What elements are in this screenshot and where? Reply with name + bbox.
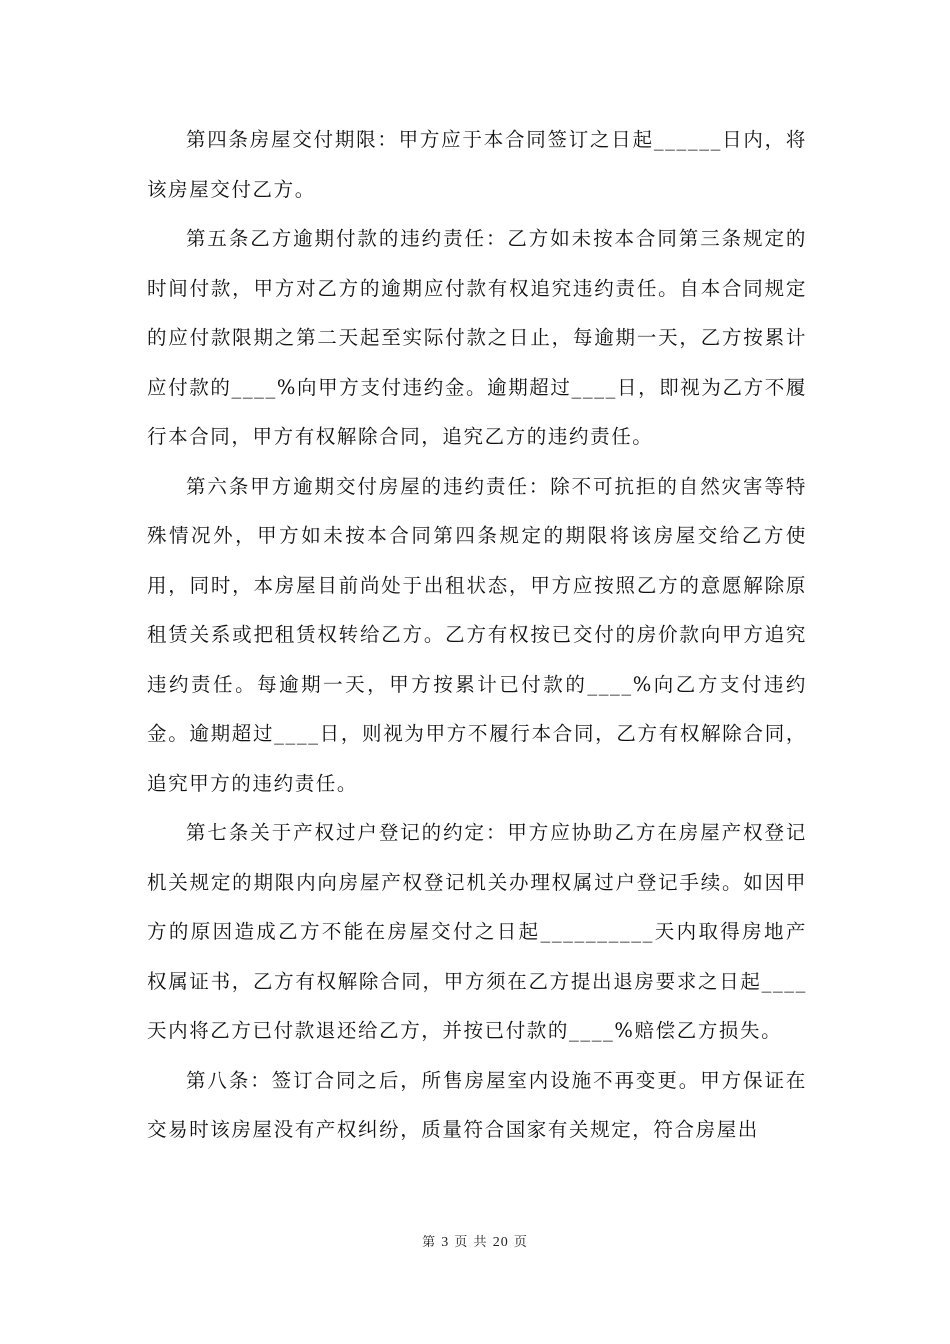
current-page-number: 3 <box>441 1235 450 1250</box>
article-4-paragraph: 第四条房屋交付期限：甲方应于本合同签订之日起______日内，将该房屋交付乙方。 <box>147 128 807 201</box>
contract-body <box>147 115 807 1155</box>
article-8-paragraph: 第八条：签订合同之后，所售房屋室内设施不再变更。甲方保证在交易时该房屋没有产权纠纷，质量符合国家有关规定，符合房屋出 <box>147 1068 807 1141</box>
total-pages-number: 20 <box>492 1235 509 1250</box>
footer-suffix: 页 <box>513 1235 528 1250</box>
page-footer <box>0 1231 950 1251</box>
footer-middle: 页 共 <box>454 1235 488 1250</box>
article-7-paragraph: 第七条关于产权过户登记的约定：甲方应协助乙方在房屋产权登记机关规定的期限内向房屋产权登记机关办理权属过户登记手续。如因甲方的原因造成乙方不能在房屋交付之日起__________天内取得房地产权属证书，乙方有权解除合同，甲方须在乙方提出退房要求之日起____天内将乙方已付款退还给乙方，并按已付款的____%赔偿乙方损失。 <box>147 821 807 1042</box>
article-6-paragraph: 第六条甲方逾期交付房屋的违约责任：除不可抗拒的自然灾害等特殊情况外，甲方如未按本合同第四条规定的期限将该房屋交给乙方使用，同时，本房屋目前尚处于出租状态，甲方应按照乙方的意愿解除原租赁关系或把租赁权转给乙方。乙方有权按已交付的房价款向甲方追究违约责任。每逾期一天，甲方按累计已付款的____%向乙方支付违约金。逾期超过____日，则视为甲方不履行本合同，乙方有权解除合同，追究甲方的违约责任。 <box>147 474 807 795</box>
footer-prefix: 第 <box>422 1235 437 1250</box>
article-5-paragraph: 第五条乙方逾期付款的违约责任：乙方如未按本合同第三条规定的时间付款，甲方对乙方的逾期应付款有权追究违约责任。自本合同规定的应付款限期之第二天起至实际付款之日止，每逾期一天，乙方按累计应付款的____%向甲方支付违约金。逾期超过____日，即视为乙方不履行本合同，甲方有权解除合同，追究乙方的违约责任。 <box>147 227 807 448</box>
